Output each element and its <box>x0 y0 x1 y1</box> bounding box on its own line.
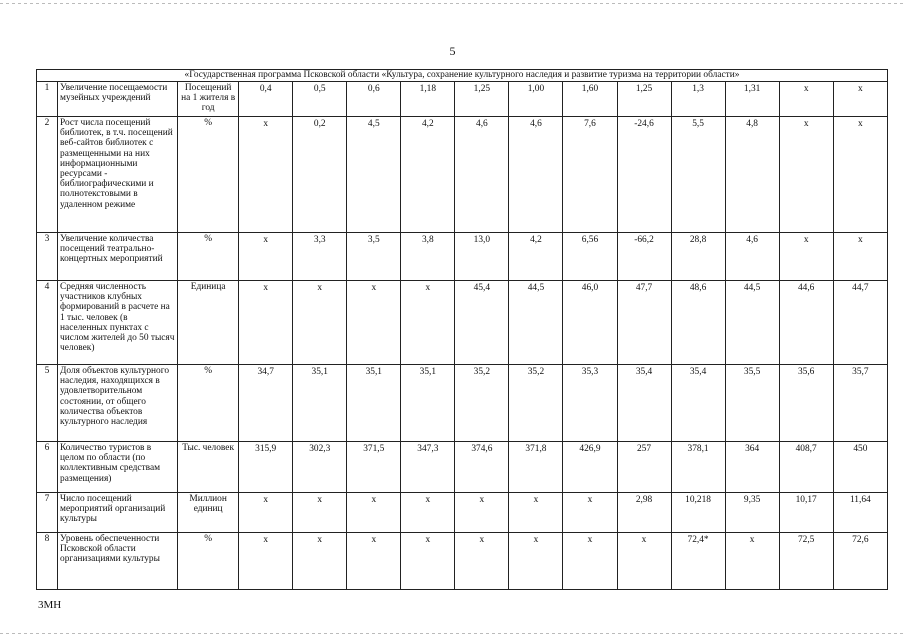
indicator-name: Количество туристов в целом по области (по коллективным средствам размещения) <box>58 442 178 493</box>
indicator-value: 10,218 <box>671 493 725 533</box>
table-row <box>37 117 888 233</box>
indicator-name: Средняя численность участников клубных формирований в расчете на 1 тыс. человек (в населенных пунктах с числом жителей до 50 тысяч человек) <box>58 281 178 365</box>
indicator-value: х <box>833 117 887 233</box>
indicator-value: х <box>779 117 833 233</box>
row-number: 3 <box>37 233 58 281</box>
indicator-name: Рост числа посещений библиотек, в т.ч. посещений веб-сайтов библиотек с размещенными на них информационными ресурсами - библиографическими и полнотекстовыми в удаленном режиме <box>58 117 178 233</box>
indicator-name: Уровень обеспеченности Псковской области организациями культуры <box>58 533 178 590</box>
indicator-value: 4,6 <box>455 117 509 233</box>
indicator-value: 35,5 <box>725 365 779 442</box>
indicator-value: х <box>455 533 509 590</box>
indicator-value: х <box>293 493 347 533</box>
unit-of-measure: % <box>178 117 239 233</box>
unit-of-measure: Тыс. человек <box>178 442 239 493</box>
indicator-value: х <box>509 493 563 533</box>
table-row <box>37 82 888 117</box>
indicator-value: 0,5 <box>293 82 347 117</box>
indicator-value: 35,7 <box>833 365 887 442</box>
indicator-value: х <box>347 533 401 590</box>
indicator-value: х <box>401 281 455 365</box>
indicator-value: 3,3 <box>293 233 347 281</box>
indicator-value: 35,6 <box>779 365 833 442</box>
indicator-value: 378,1 <box>671 442 725 493</box>
indicator-value: 1,00 <box>509 82 563 117</box>
indicator-value: 1,18 <box>401 82 455 117</box>
indicator-value: 315,9 <box>239 442 293 493</box>
page-number: 5 <box>449 44 456 58</box>
indicator-value: 374,6 <box>455 442 509 493</box>
indicator-value: 10,17 <box>779 493 833 533</box>
indicator-value: 2,98 <box>617 493 671 533</box>
unit-of-measure: % <box>178 533 239 590</box>
table-row <box>37 533 888 590</box>
indicator-value: х <box>833 82 887 117</box>
indicator-name: Число посещений мероприятий организаций культуры <box>58 493 178 533</box>
indicator-value: -66,2 <box>617 233 671 281</box>
indicator-value: 3,5 <box>347 233 401 281</box>
indicator-value: 4,8 <box>725 117 779 233</box>
row-number: 1 <box>37 82 58 117</box>
unit-of-measure: % <box>178 365 239 442</box>
indicator-value: х <box>347 281 401 365</box>
row-number: 6 <box>37 442 58 493</box>
unit-of-measure: Посещений на 1 жителя в год <box>178 82 239 117</box>
indicator-value: 44,7 <box>833 281 887 365</box>
indicator-value: 48,6 <box>671 281 725 365</box>
indicator-value: 35,2 <box>509 365 563 442</box>
scan-edge-bottom <box>0 633 905 634</box>
indicator-value: х <box>239 117 293 233</box>
indicator-value: х <box>239 493 293 533</box>
row-number: 4 <box>37 281 58 365</box>
indicator-value: 35,1 <box>401 365 455 442</box>
unit-of-measure: Единица <box>178 281 239 365</box>
indicator-value: 0,6 <box>347 82 401 117</box>
indicator-value: 347,3 <box>401 442 455 493</box>
indicator-value: 6,56 <box>563 233 617 281</box>
indicator-value: 408,7 <box>779 442 833 493</box>
indicator-value: х <box>347 493 401 533</box>
indicator-value: 13,0 <box>455 233 509 281</box>
unit-of-measure: % <box>178 233 239 281</box>
indicator-value: 44,5 <box>725 281 779 365</box>
row-number: 8 <box>37 533 58 590</box>
indicator-name: Увеличение посещаемости музейных учреждений <box>58 82 178 117</box>
indicator-value: 35,3 <box>563 365 617 442</box>
indicator-value: 4,2 <box>401 117 455 233</box>
indicator-value: 7,6 <box>563 117 617 233</box>
indicators-table <box>36 69 888 590</box>
indicator-value: 4,6 <box>725 233 779 281</box>
indicator-value: х <box>509 533 563 590</box>
indicator-value: 47,7 <box>617 281 671 365</box>
indicator-value: 72,4* <box>671 533 725 590</box>
indicator-value: х <box>833 233 887 281</box>
indicator-value: х <box>563 493 617 533</box>
indicator-value: 371,5 <box>347 442 401 493</box>
footer-code: 3МН <box>38 599 62 611</box>
table-row <box>37 442 888 493</box>
indicator-value: х <box>293 281 347 365</box>
row-number: 2 <box>37 117 58 233</box>
table-title-row <box>37 70 888 82</box>
indicator-value: х <box>725 533 779 590</box>
indicator-value: х <box>617 533 671 590</box>
indicator-value: 11,64 <box>833 493 887 533</box>
indicator-value: 45,4 <box>455 281 509 365</box>
indicator-value: 44,6 <box>779 281 833 365</box>
table-title: «Государственная программа Псковской области «Культура, сохранение культурного наследия и развитие туризма на территории области» <box>37 70 888 82</box>
indicator-value: 9,35 <box>725 493 779 533</box>
indicator-value: х <box>239 281 293 365</box>
indicator-value: 35,4 <box>671 365 725 442</box>
indicator-value: 4,6 <box>509 117 563 233</box>
indicator-value: х <box>455 493 509 533</box>
indicator-value: 35,1 <box>347 365 401 442</box>
table-row <box>37 493 888 533</box>
indicator-value: 35,1 <box>293 365 347 442</box>
indicator-value: х <box>239 233 293 281</box>
indicator-value: х <box>779 233 833 281</box>
indicator-value: 28,8 <box>671 233 725 281</box>
indicator-value: 4,5 <box>347 117 401 233</box>
indicator-value: 371,8 <box>509 442 563 493</box>
indicator-value: х <box>293 533 347 590</box>
indicator-name: Увеличение количества посещений театрально-концертных мероприятий <box>58 233 178 281</box>
indicator-value: 4,2 <box>509 233 563 281</box>
indicator-value: 72,5 <box>779 533 833 590</box>
indicator-name: Доля объектов культурного наследия, находящихся в удовлетворительном состоянии, от общего количества объектов культурного наследия <box>58 365 178 442</box>
unit-of-measure: Миллион единиц <box>178 493 239 533</box>
indicator-value: 1,25 <box>617 82 671 117</box>
indicator-value: 364 <box>725 442 779 493</box>
indicator-value: 302,3 <box>293 442 347 493</box>
indicator-value: 44,5 <box>509 281 563 365</box>
indicator-value: х <box>401 493 455 533</box>
indicator-value: -24,6 <box>617 117 671 233</box>
row-number: 7 <box>37 493 58 533</box>
indicator-value: 72,6 <box>833 533 887 590</box>
indicator-value: х <box>779 82 833 117</box>
indicator-value: х <box>401 533 455 590</box>
indicator-value: 5,5 <box>671 117 725 233</box>
indicator-value: 46,0 <box>563 281 617 365</box>
indicator-value: 3,8 <box>401 233 455 281</box>
indicator-value: 1,60 <box>563 82 617 117</box>
table-row <box>37 233 888 281</box>
indicator-value: 1,25 <box>455 82 509 117</box>
indicator-value: 1,3 <box>671 82 725 117</box>
table-row <box>37 365 888 442</box>
indicator-value: 257 <box>617 442 671 493</box>
indicator-value: 426,9 <box>563 442 617 493</box>
indicator-value: х <box>563 533 617 590</box>
indicator-value: 35,4 <box>617 365 671 442</box>
indicator-value: 1,31 <box>725 82 779 117</box>
indicator-value: 35,2 <box>455 365 509 442</box>
indicator-value: 34,7 <box>239 365 293 442</box>
indicator-value: 450 <box>833 442 887 493</box>
indicator-value: х <box>239 533 293 590</box>
row-number: 5 <box>37 365 58 442</box>
table-row <box>37 281 888 365</box>
indicator-value: 0,4 <box>239 82 293 117</box>
indicator-value: 0,2 <box>293 117 347 233</box>
scan-edge-top <box>0 3 905 4</box>
